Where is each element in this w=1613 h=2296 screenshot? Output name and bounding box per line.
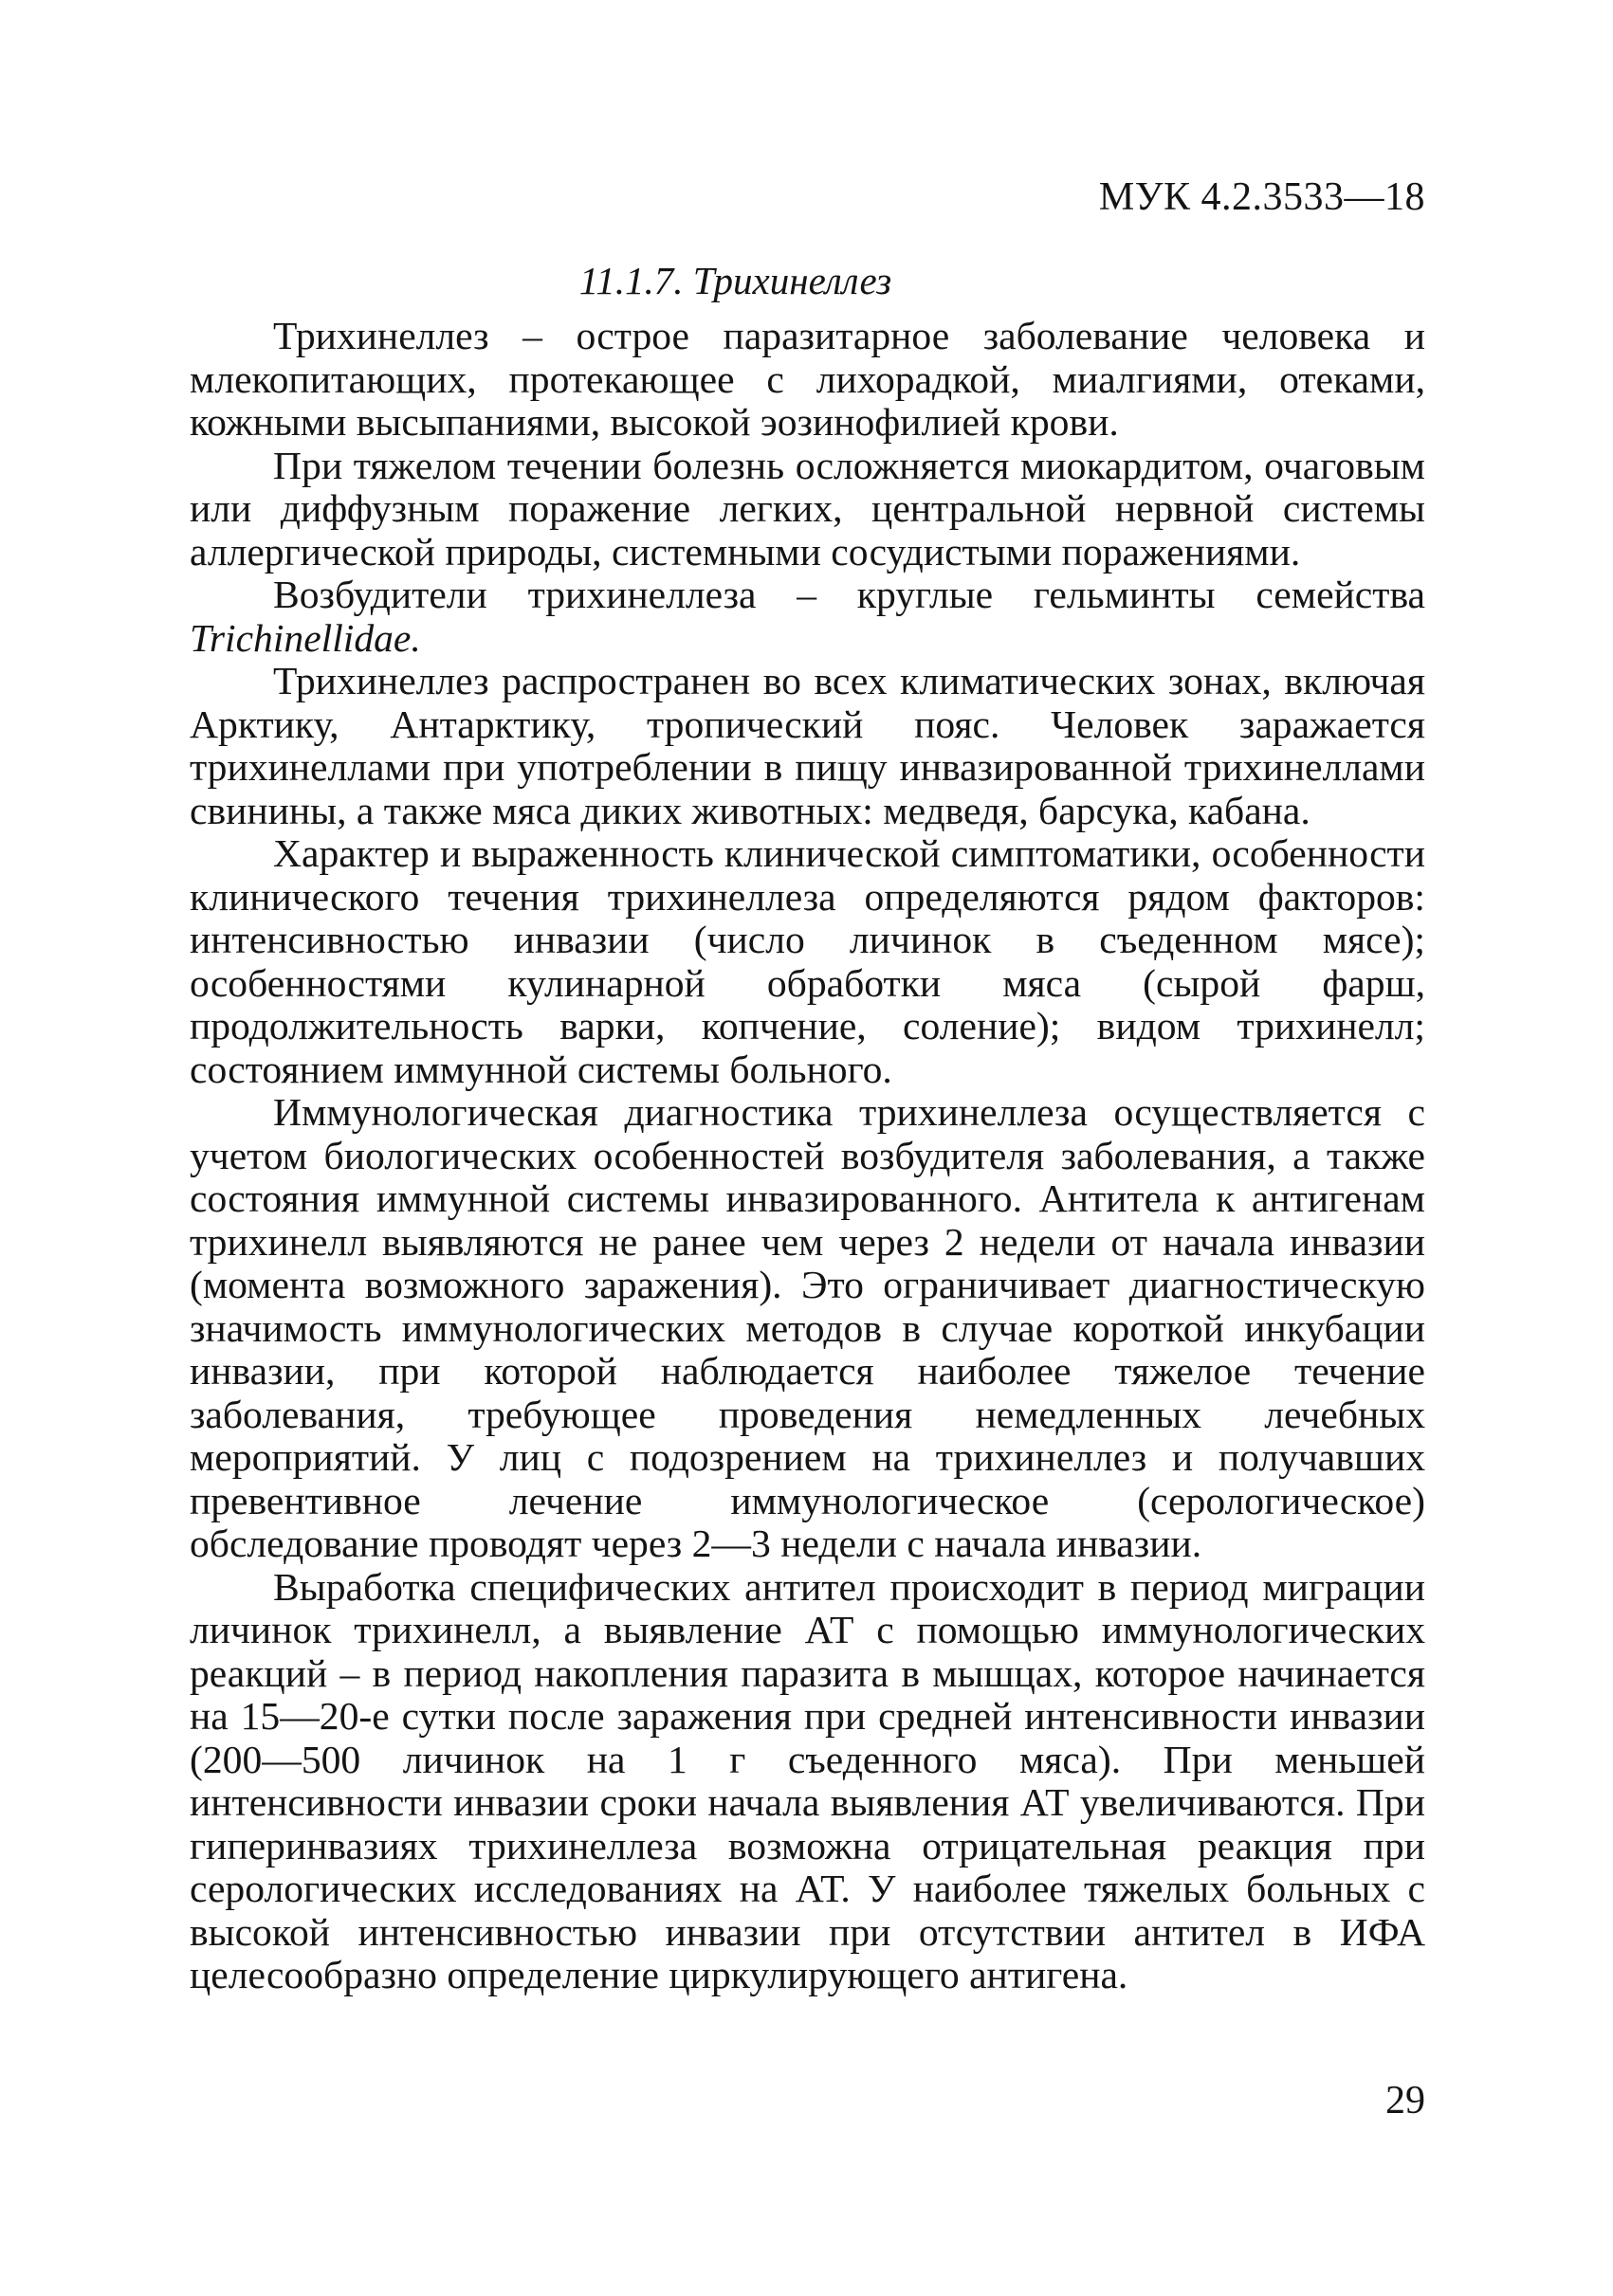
paragraph-distribution: Трихинеллез распространен во всех климатических зонах, включая Арктику, Антарктику, тропический пояс. Человек заражается трихинеллами при употреблении в пищу инвазированной трихинеллами свинины, а также мяса диких животных: медведя, барсука, кабана. — [190, 659, 1425, 832]
document-code: МУК 4.2.3533—18 — [1098, 175, 1425, 219]
section-title: 11.1.7. Трихинеллез — [578, 259, 892, 302]
pathogen-text: Возбудители трихинеллеза – круглые гельминты семейства — [273, 573, 1425, 616]
paragraph-antibody-production: Выработка специфических антител происходит в период миграции личинок трихинелл, а выявление АТ с помощью иммунологических реакций – в период накопления паразита в мышцах, которое начинается на 15—20-е сутки после заражения при средней интенсивности инвазии (200—500 личинок на 1 г съеденного мяса). При меньшей интенсивности инвазии сроки начала выявления АТ увеличиваются. При гиперинвазиях трихинеллеза возможна отрицательная реакция при серологических исследованиях на АТ. У наиболее тяжелых больных с высокой интенсивностью инвазии при отсутствии антител в ИФА целесообразно определение циркулирующего антигена. — [190, 1564, 1425, 1996]
paragraph-definition: Трихинеллез – острое паразитарное заболевание человека и млекопитающих, протекающее с лихорадкой, миалгиями, отеками, кожными высыпаниями, высокой эозинофилией крови. — [190, 314, 1425, 444]
paragraph-clinical-factors: Характер и выраженность клинической симптоматики, особенности клинического течения трихинеллеза определяются рядом факторов: интенсивностью инвазии (число личинок в съеденном мясе); особенностями кулинарной обработки мяса (сырой фарш, продолжительность варки, копчение, соление); видом трихинелл; состоянием иммунной системы больного. — [190, 831, 1425, 1091]
page-number: 29 — [1385, 2079, 1425, 2123]
paragraph-complications: При тяжелом течении болезнь осложняется миокардитом, очаговым или диффузным поражение легких, центральной нервной системы аллергической природы, системными сосудистыми поражениями. — [190, 443, 1425, 574]
paragraph-immunological-diagnostics: Иммунологическая диагностика трихинеллеза осуществляется с учетом биологических особенностей возбудителя заболевания, а также состояния иммунной системы инвазированного. Антитела к антигенам трихинелл выявляются не ранее чем через 2 недели от начала инвазии (момента возможного заражения). Это ограничивает диагностическую значимость иммунологических методов в случае короткой инкубации инвазии, при которой наблюдается наиболее тяжелое течение заболевания, требующее проведения немедленных лечебных мероприятий. У лиц с подозрением на трихинеллез и получавших превентивное лечение иммунологическое (серологическое) обследование проводят через 2—3 недели с начала инвазии. — [190, 1090, 1425, 1565]
paragraph-pathogen — [190, 574, 1425, 660]
pathogen-latin-name: Trichinellidae. — [190, 615, 421, 660]
document-body — [190, 315, 1425, 1997]
